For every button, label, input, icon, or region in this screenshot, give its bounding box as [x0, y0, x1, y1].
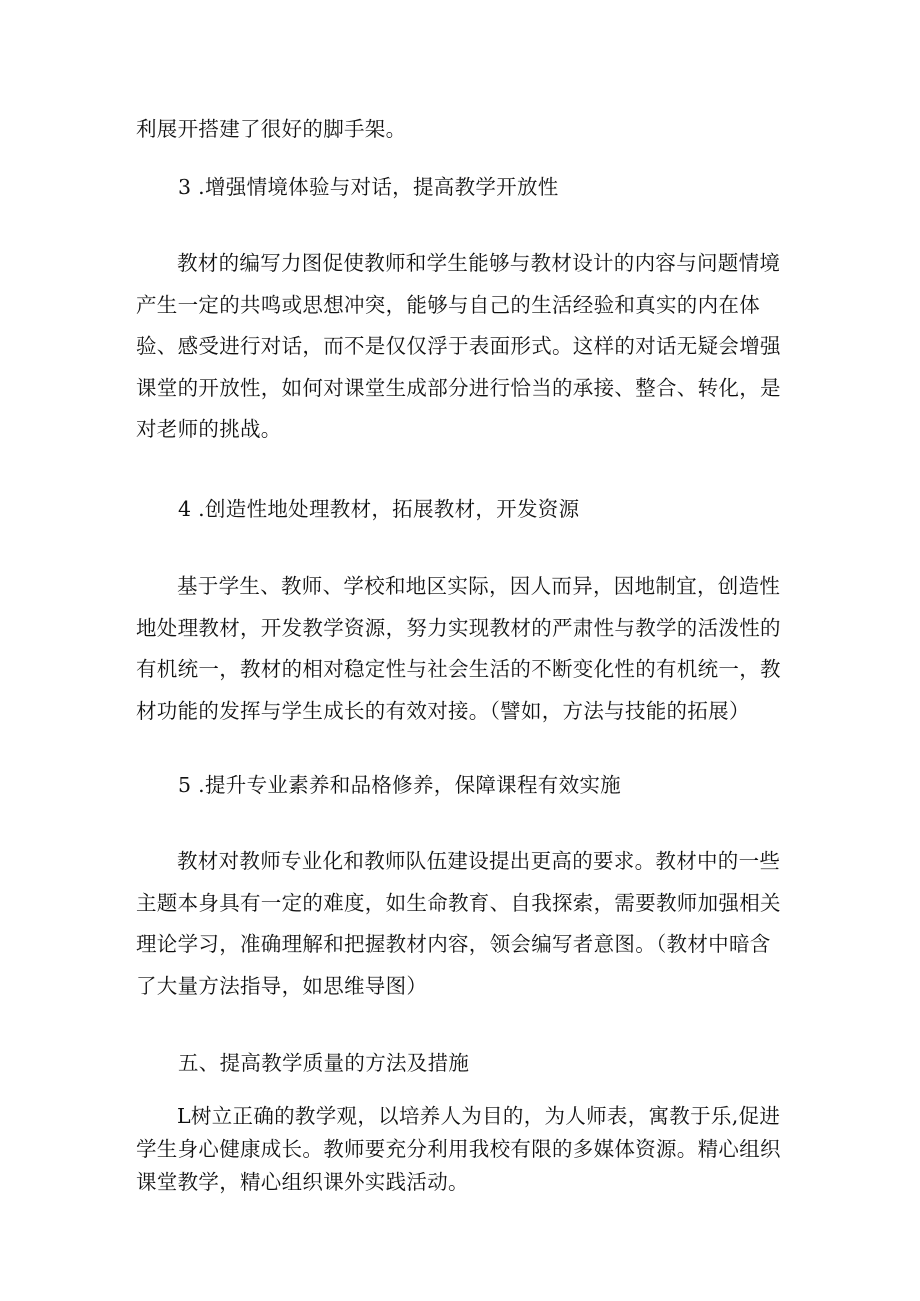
paragraph-resources: 基于学生、教师、学校和地区实际，因人而异，因地制宜，创造性地处理教材，开发教学资源，努力实现教材的严肃性与教学的活泼性的有机统一，教材的相对稳定性与社会生活的不断变化性的有机统一，教材功能的发挥与学生成长的有效对接。（譬如，方法与技能的拓展）	[136, 574, 781, 723]
heading-item-5: 5 .提升专业素养和品格修养，保障课程有效实施	[178, 773, 621, 797]
heading-item-4: 4 .创造性地处理教材，拓展教材，开发资源	[178, 497, 580, 521]
paragraph-professional: 教材对教师专业化和教师队伍建设提出更高的要求。教材中的一些主题本身具有一定的难度，如生命教育、自我探索，需要教师加强相关理论学习，准确理解和把握教材内容，领会编写者意图。（教材中暗含了大量方法指导，如思维导图）	[136, 849, 781, 998]
paragraph-dialogue: 教材的编写力图促使教师和学生能够与教材设计的内容与问题情境产生一定的共鸣或思想冲突，能够与自己的生活经验和真实的内在体验、感受进行对话，而不是仅仅浮于表面形式。这样的对话无疑会增强课堂的开放性，如何对课堂生成部分进行恰当的承接、整合、转化，是对老师的挑战。	[136, 251, 781, 441]
heading-item-3: 3 .增强情境体验与对话，提高教学开放性	[178, 175, 559, 199]
section-title-five: 五、提高教学质量的方法及措施	[178, 1051, 470, 1075]
paragraph-continuation: 利展开搭建了很好的脚手架。	[136, 117, 407, 141]
paragraph-teaching-view: L树立正确的教学观，以培养人为目的，为人师表，寓教于乐,促进学生身心健康成长。教师要充分利用我校有限的多媒体资源。精心组织课堂教学，精心组织课外实践活动。	[136, 1104, 781, 1194]
